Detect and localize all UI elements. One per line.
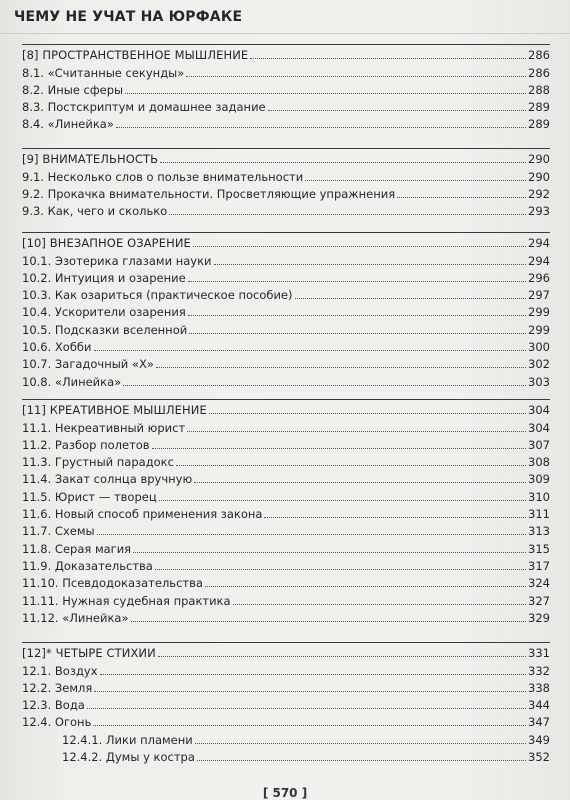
toc-entry-page: 338 bbox=[528, 680, 550, 695]
dot-leader bbox=[205, 585, 526, 587]
toc-chapter-title-page: 286 bbox=[528, 48, 550, 63]
toc-entry-label: 8.4. «Линейка» bbox=[22, 117, 114, 132]
toc-entry-label: 10.3. Как озариться (практическое пособие) bbox=[22, 288, 293, 303]
dot-leader bbox=[116, 126, 526, 128]
toc-entry bbox=[22, 573, 550, 590]
toc-entry-label: 10.8. «Линейка» bbox=[22, 374, 122, 389]
toc-entry bbox=[22, 371, 550, 388]
toc-entry-page: 310 bbox=[528, 489, 550, 504]
toc-entry bbox=[22, 435, 550, 452]
dot-leader bbox=[305, 179, 526, 181]
dot-leader bbox=[125, 92, 526, 94]
toc-section-11 bbox=[22, 399, 550, 625]
dot-leader bbox=[214, 263, 527, 265]
running-header: ЧЕМУ НЕ УЧАТ НА ЮРФАКЕ bbox=[14, 9, 243, 25]
dot-leader bbox=[186, 75, 526, 77]
dot-leader bbox=[189, 332, 526, 334]
toc-chapter-title-label: [9] ВНИМАТЕЛЬНОСТЬ bbox=[22, 152, 159, 167]
toc-entry bbox=[22, 521, 550, 538]
toc-entry bbox=[22, 469, 550, 486]
toc-entry-page: 300 bbox=[528, 340, 550, 355]
dot-leader bbox=[97, 533, 526, 535]
dot-leader bbox=[295, 297, 527, 299]
toc-entry-label: 8.3. Постскриптум и домашнее задание bbox=[22, 100, 266, 115]
toc-entry bbox=[22, 712, 550, 729]
toc-chapter-title-label: [10] ВНЕЗАПНОЕ ОЗАРЕНИЕ bbox=[22, 236, 191, 251]
toc-entry bbox=[22, 452, 550, 469]
dot-leader bbox=[156, 366, 526, 368]
toc-entry-label: 11.9. Доказательства bbox=[22, 558, 153, 573]
dot-leader bbox=[133, 551, 526, 553]
toc-entry-label: 12.4.2. Думы у костра bbox=[62, 750, 195, 765]
toc-entry-page: 332 bbox=[528, 663, 550, 678]
toc-entry-label: 12.2. Земля bbox=[22, 680, 93, 695]
toc-entry-page: 344 bbox=[528, 698, 550, 713]
dot-leader bbox=[250, 57, 526, 59]
toc-entry bbox=[22, 319, 550, 336]
toc-entry bbox=[22, 184, 550, 201]
toc-entry-page: 286 bbox=[528, 65, 550, 80]
toc-section-8 bbox=[22, 44, 550, 131]
toc-entry-label: 9.3. Как, чего и сколько bbox=[22, 204, 168, 219]
toc-entry-label: 11.4. Закат солнца вручную bbox=[22, 472, 193, 487]
toc-entry-label: 11.2. Разбор полетов bbox=[22, 437, 150, 452]
toc-entry-label: 11.6. Новый способ применения закона bbox=[22, 507, 263, 522]
toc-entry-page: 349 bbox=[528, 732, 550, 747]
toc-entry bbox=[22, 678, 550, 695]
toc-entry-label: 8.2. Иные сферы bbox=[22, 82, 124, 97]
toc-entry bbox=[22, 354, 550, 371]
toc-chapter-title-label: [8] ПРОСТРАНСТВЕННОЕ МЫШЛЕНИЕ bbox=[22, 48, 249, 63]
toc-entry-page: 303 bbox=[528, 374, 550, 389]
toc-chapter-title-page: 294 bbox=[528, 236, 550, 251]
toc-entry-page: 302 bbox=[528, 357, 550, 372]
dot-leader bbox=[188, 280, 526, 282]
toc-entry-page: 309 bbox=[528, 472, 550, 487]
dot-leader bbox=[197, 759, 526, 761]
toc-entry-page: 299 bbox=[528, 322, 550, 337]
toc-entry bbox=[22, 114, 550, 131]
toc-section-10 bbox=[22, 232, 550, 389]
dot-leader bbox=[155, 568, 526, 570]
toc-entry-label: 11.8. Серая магия bbox=[22, 541, 132, 556]
dot-leader bbox=[176, 464, 526, 466]
toc-chapter-title-label: [12]* ЧЕТЫРЕ СТИХИИ bbox=[22, 646, 156, 661]
toc-entry-label: 10.4. Ускорители озарения bbox=[22, 305, 186, 320]
toc-entry-label: 11.5. Юрист — творец bbox=[22, 489, 157, 504]
toc-entry bbox=[22, 608, 550, 625]
toc-chapter-title-page: 304 bbox=[528, 403, 550, 418]
toc-entry-page: 296 bbox=[528, 270, 550, 285]
dot-leader bbox=[264, 516, 526, 518]
toc-entry bbox=[22, 268, 550, 285]
toc-entry bbox=[22, 166, 550, 183]
toc-chapter-title-page: 331 bbox=[528, 646, 550, 661]
toc-entry-label: 11.10. Псевдодоказательства bbox=[22, 576, 203, 591]
dot-leader bbox=[87, 707, 526, 709]
toc-entry-page: 299 bbox=[528, 305, 550, 320]
toc-entry-page: 289 bbox=[528, 100, 550, 115]
toc-chapter-title-label: [11] КРЕАТИВНОЕ МЫШЛЕНИЕ bbox=[22, 403, 207, 418]
toc-chapter-title bbox=[22, 45, 550, 62]
toc-entry-label: 10.6. Хобби bbox=[22, 340, 92, 355]
toc-entry-page: 288 bbox=[528, 82, 550, 97]
toc-chapter-title bbox=[22, 400, 550, 417]
toc-entry-page: 292 bbox=[528, 186, 550, 201]
dot-leader bbox=[152, 447, 526, 449]
toc-section-9 bbox=[22, 148, 550, 218]
dot-leader bbox=[268, 109, 526, 111]
toc-entry-page: 297 bbox=[528, 288, 550, 303]
toc-entry-label: 11.1. Некреативный юрист bbox=[22, 420, 186, 435]
toc-entry-label: 10.5. Подсказки вселенной bbox=[22, 322, 188, 337]
toc-entry-page: 347 bbox=[528, 715, 550, 730]
toc-entry-page: 293 bbox=[528, 204, 550, 219]
toc-entry-page: 317 bbox=[528, 558, 550, 573]
toc-entry bbox=[22, 417, 550, 434]
toc-entry-page: 327 bbox=[528, 593, 550, 608]
toc-entry-page: 294 bbox=[528, 253, 550, 268]
toc-entry-page: 307 bbox=[528, 437, 550, 452]
dot-leader bbox=[123, 384, 526, 386]
toc-chapter-title bbox=[22, 643, 550, 660]
toc-entry bbox=[22, 302, 550, 319]
dot-leader bbox=[187, 430, 526, 432]
toc-chapter-title bbox=[22, 149, 550, 166]
toc-chapter-title-page: 290 bbox=[528, 152, 550, 167]
toc-entry bbox=[22, 556, 550, 573]
toc-entry-page: 290 bbox=[528, 169, 550, 184]
toc-entry-page: 304 bbox=[528, 420, 550, 435]
toc-entry bbox=[22, 337, 550, 354]
toc-entry-label: 12.4.1. Лики пламени bbox=[62, 732, 193, 747]
dot-leader bbox=[100, 673, 527, 675]
toc-entry bbox=[22, 486, 550, 503]
toc-entry bbox=[22, 97, 550, 114]
toc-entry bbox=[22, 250, 550, 267]
dot-leader bbox=[94, 690, 526, 692]
toc-entry-page: 352 bbox=[528, 750, 550, 765]
toc-entry bbox=[22, 538, 550, 555]
header-divider bbox=[0, 33, 570, 34]
toc-entry-label: 10.1. Эзотерика глазами науки bbox=[22, 253, 212, 268]
toc-chapter-title bbox=[22, 233, 550, 250]
dot-leader bbox=[158, 655, 526, 657]
dot-leader bbox=[194, 481, 526, 483]
dot-leader bbox=[94, 349, 527, 351]
toc-entry bbox=[22, 695, 550, 712]
dot-leader bbox=[209, 412, 526, 414]
toc-entry bbox=[22, 504, 550, 521]
toc-entry-page: 289 bbox=[528, 117, 550, 132]
toc-entry-label: 11.7. Схемы bbox=[22, 524, 95, 539]
dot-leader bbox=[195, 742, 526, 744]
dot-leader bbox=[93, 724, 526, 726]
toc-entry-page: 324 bbox=[528, 576, 550, 591]
page-number: [ 570 ] bbox=[262, 786, 308, 800]
toc-entry-label: 11.3. Грустный парадокс bbox=[22, 455, 174, 470]
toc-entry-label: 9.2. Прокачка внимательности. Просветляющие упражнения bbox=[22, 186, 396, 201]
toc-entry-label: 8.1. «Считанные секунды» bbox=[22, 65, 185, 80]
toc-entry bbox=[22, 747, 550, 764]
dot-leader bbox=[159, 499, 526, 501]
toc-entry bbox=[22, 285, 550, 302]
toc-entry-page: 313 bbox=[528, 524, 550, 539]
toc-entry-label: 9.1. Несколько слов о пользе внимательности bbox=[22, 169, 304, 184]
toc-entry-page: 329 bbox=[528, 610, 550, 625]
toc-entry-label: 12.3. Вода bbox=[22, 698, 85, 713]
dot-leader bbox=[131, 620, 527, 622]
dot-leader bbox=[233, 603, 526, 605]
toc-entry bbox=[22, 590, 550, 607]
toc-entry bbox=[22, 660, 550, 677]
dot-leader bbox=[193, 245, 526, 247]
dot-leader bbox=[188, 314, 526, 316]
toc-entry-label: 11.12. «Линейка» bbox=[22, 610, 129, 625]
dot-leader bbox=[397, 196, 526, 198]
toc-entry bbox=[22, 80, 550, 97]
dot-leader bbox=[169, 213, 526, 215]
toc-entry-label: 12.1. Воздух bbox=[22, 663, 98, 678]
toc-entry-page: 308 bbox=[528, 455, 550, 470]
toc-section-12 bbox=[22, 642, 550, 764]
toc-entry-label: 11.11. Нужная судебная практика bbox=[22, 593, 231, 608]
toc-entry-label: 10.7. Загадочный «Х» bbox=[22, 357, 154, 372]
toc-entry-page: 311 bbox=[528, 507, 550, 522]
toc-entry bbox=[22, 201, 550, 218]
toc-entry-label: 10.2. Интуиция и озарение bbox=[22, 270, 186, 285]
toc-entry bbox=[22, 62, 550, 79]
toc-entry-page: 315 bbox=[528, 541, 550, 556]
dot-leader bbox=[160, 161, 526, 163]
toc-entry bbox=[22, 729, 550, 746]
toc-entry-label: 12.4. Огонь bbox=[22, 715, 92, 730]
